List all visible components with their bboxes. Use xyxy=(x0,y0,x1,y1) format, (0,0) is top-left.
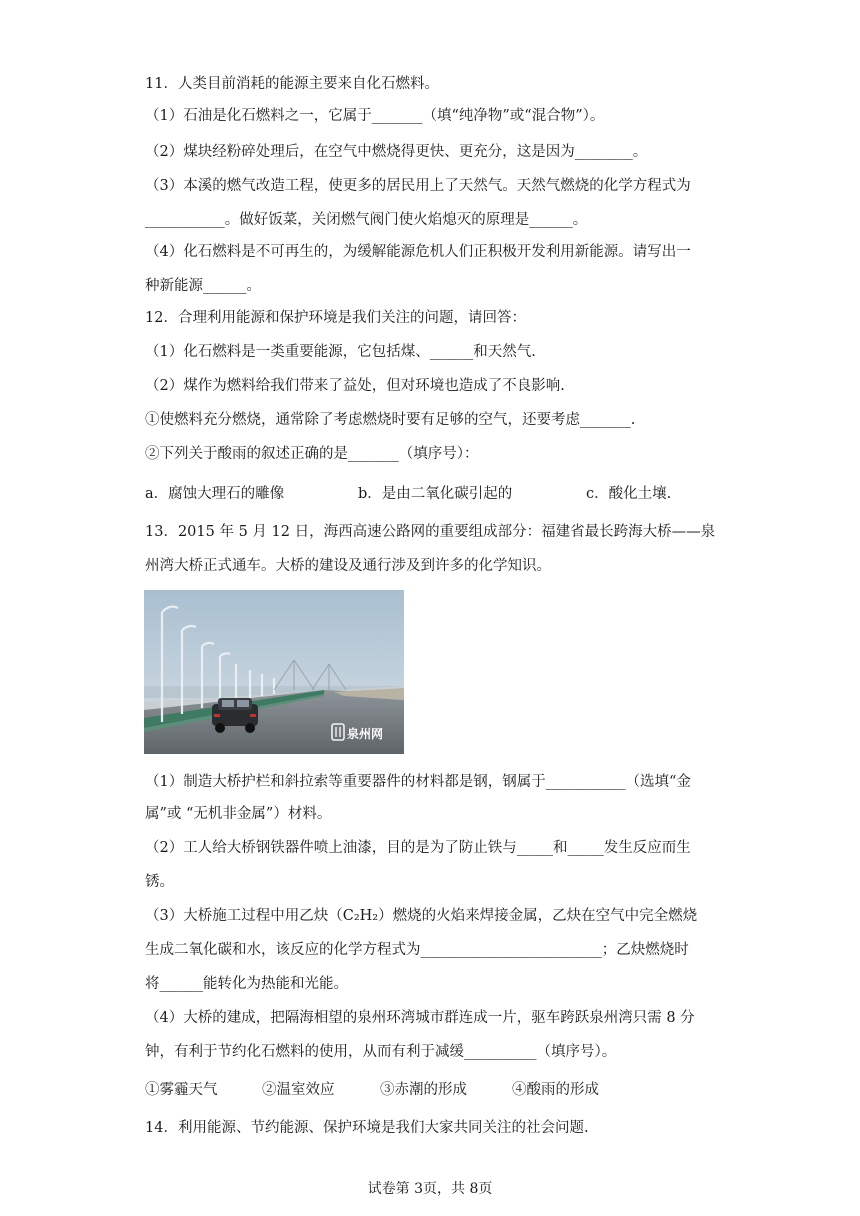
q12-part2-sub2: ②下列关于酸雨的叙述正确的是_______（填序号）： xyxy=(145,446,479,462)
q11-part4-line2: 种新能源______。 xyxy=(145,278,261,294)
q13-part1-line2: 属”或 “无机非金属”）材料。 xyxy=(145,806,332,822)
q13-part2-line2: 锈。 xyxy=(145,874,174,890)
q12-part1: （1）化石燃料是一类重要能源，它包括煤、______和天然气. xyxy=(145,344,536,360)
q13-option-2: ②温室效应 xyxy=(262,1082,335,1098)
q11-part3-line2: ___________。做好饭菜，关闭燃气阀门使火焰熄灭的原理是______。 xyxy=(145,212,588,228)
q12-option-c: c．酸化土壤. xyxy=(586,486,672,502)
q11-part3-line1: （3）本溪的燃气改造工程，使更多的居民用上了天然气。天然气燃烧的化学方程式为 xyxy=(145,178,691,194)
q12-part2-sub1: ①使燃料充分燃烧，通常除了考虑燃烧时要有足够的空气，还要考虑_______. xyxy=(145,412,636,428)
bridge-photo xyxy=(144,590,404,754)
q13-part3-line1: （3）大桥施工过程中用乙炔（C₂H₂）燃烧的火焰来焊接金属，乙炔在空气中完全燃烧 xyxy=(145,908,698,924)
q11-stem: 11．人类目前消耗的能源主要来自化石燃料。 xyxy=(145,76,439,92)
q12-option-a: a．腐蚀大理石的雕像 xyxy=(145,486,285,502)
q12-part2: （2）煤作为燃料给我们带来了益处，但对环境也造成了不良影响. xyxy=(145,378,565,394)
q13-part2-line1: （2）工人给大桥钢铁器件喷上油漆，目的是为了防止铁与_____和_____发生反应而生 xyxy=(145,840,691,856)
q13-option-3: ③赤潮的形成 xyxy=(380,1082,467,1098)
page-footer: 试卷第 3页，共 8页 xyxy=(367,1181,493,1197)
q13-option-1: ①雾霾天气 xyxy=(145,1082,218,1098)
q11-part2: （2）煤块经粉碎处理后，在空气中燃烧得更快、更充分，这是因为________。 xyxy=(145,144,648,160)
q13-part4-line1: （4）大桥的建成，把隔海相望的泉州环湾城市群连成一片，驱车跨跃泉州湾只需 8 分 xyxy=(145,1010,695,1026)
q13-stem-line2: 州湾大桥正式通车。大桥的建设及通行涉及到许多的化学知识。 xyxy=(145,558,551,574)
photo-watermark: 泉州网 xyxy=(347,727,384,741)
q13-part4-line2: 钟，有利于节约化石燃料的使用，从而有利于减缓__________（填序号）。 xyxy=(145,1044,617,1060)
q12-option-b: b．是由二氧化碳引起的 xyxy=(358,486,513,502)
q14-stem: 14．利用能源、节约能源、保护环境是我们大家共同关注的社会问题. xyxy=(145,1120,589,1136)
q13-stem-line1: 13．2015 年 5 月 12 日，海西高速公路网的重要组成部分：福建省最长跨海大桥——泉 xyxy=(145,524,716,540)
q11-part4-line1: （4）化石燃料是不可再生的，为缓解能源危机人们正积极开发利用新能源。请写出一 xyxy=(145,244,691,260)
q12-stem: 12．合理利用能源和保护环境是我们关注的问题，请回答： xyxy=(145,310,526,326)
q13-part3-line3: 将______能转化为热能和光能。 xyxy=(145,976,348,992)
q13-part3-line2: 生成二氧化碳和水，该反应的化学方程式为_________________________；乙炔燃烧时 xyxy=(145,942,689,958)
q13-option-4: ④酸雨的形成 xyxy=(512,1082,599,1098)
q13-part1-line1: （1）制造大桥护栏和斜拉索等重要器件的材料都是钢，钢属于___________（选填“金 xyxy=(145,774,691,790)
q11-part1: （1）石油是化石燃料之一，它属于_______（填“纯净物”或“混合物”）。 xyxy=(145,108,605,124)
